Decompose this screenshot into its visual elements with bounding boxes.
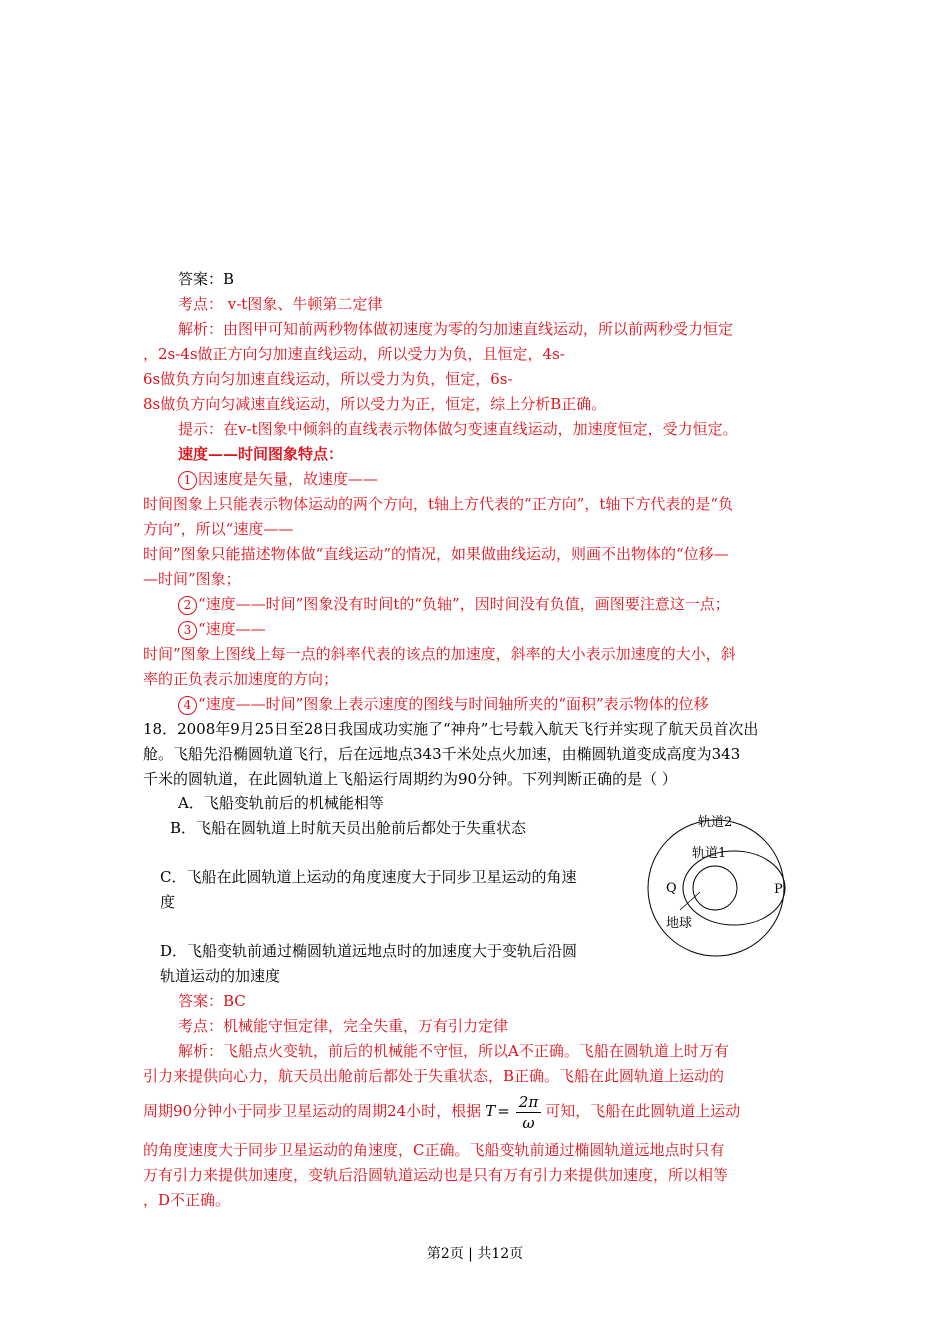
- tishi-17: 提示：在v-t图象中倾斜的直线表示物体做匀变速直线运动，加速度恒定，受力恒定。: [178, 420, 738, 438]
- point-1-line-5: —时间”图象；: [143, 570, 241, 588]
- q18-option-b: B．飞船在圆轨道上时航天员出舱前后都处于失重状态: [170, 819, 527, 837]
- jiexi-18-line-1: 解析：飞船点火变轨，前后的机械能不守恒，所以A不正确。飞船在圆轨道上时万有: [178, 1042, 729, 1060]
- point-1-line-2: 时间图象上只能表示物体运动的两个方向，t轴上方代表的“正方向”，t轴下方代表的是“负: [143, 495, 734, 513]
- circled-number: 2: [178, 596, 197, 615]
- answer-18: 答案：BC: [178, 992, 246, 1010]
- earth-circle: [693, 866, 737, 910]
- q18-option-d-line-1: D．飞船变轨前通过椭圆轨道远地点时的加速度大于变轨后沿圆: [160, 942, 578, 960]
- q18-option-a: A．飞船变轨前后的机械能相等: [178, 794, 384, 812]
- vt-heading: 速度——时间图象特点：: [178, 445, 344, 463]
- q18-stem-line-2: 舱。飞船先沿椭圆轨道飞行，后在远地点343千米处点火加速，由椭圆轨道变成高度为343: [143, 745, 741, 763]
- jiexi-17-line-2: ，2s-4s做正方向匀加速直线运动，所以受力为负，且恒定，4s-: [143, 345, 565, 363]
- jiexi-18-line-4: 的角度速度大于同步卫星运动的角速度，C正确。飞船变轨前通过椭圆轨道远地点时只有: [143, 1141, 725, 1159]
- point-3-line-2: 时间”图象上图线上每一点的斜率代表的该点的加速度，斜率的大小表示加速度的大小，斜: [143, 645, 736, 663]
- p-label: P: [774, 882, 783, 897]
- q18-option-c-line-2: 度: [160, 893, 176, 911]
- orbit-diagram: [640, 806, 800, 966]
- q18-stem-line-3: 千米的圆轨道，在此圆轨道上飞船运行周期约为90分钟。下列判断正确的是（ ）: [143, 770, 677, 788]
- jiexi-17-line-4: 8s做负方向匀减速直线运动，所以受力为正，恒定，综上分析B正确。: [143, 395, 607, 413]
- point-1-line-1: 1 因速度是矢量，故速度——: [178, 468, 378, 490]
- formula-t: T: [485, 1102, 496, 1120]
- kaodian-17: 考点： v-t图象、牛顿第二定律: [178, 295, 383, 313]
- kaodian-18: 考点：机械能守恒定律，完全失重，万有引力定律: [178, 1017, 509, 1035]
- orbit-1-ellipse: [683, 851, 785, 925]
- point-1-line-4: 时间”图象只能描述物体做“直线运动”的情况，如果做曲线运动，则画不出物体的“位移—: [143, 545, 729, 563]
- earth-label: 地球: [666, 916, 693, 931]
- point-3-line-3: 率的正负表示加速度的方向；: [143, 670, 339, 688]
- jiexi-18-formula-line: 周期90分钟小于同步卫星运动的周期24小时，根据 T = $\frac{2\pi}{\omega}$ 可知，飞船在此圆轨道上运动: [143, 1092, 741, 1132]
- circled-number: 3: [178, 621, 197, 640]
- jiexi-17-line-3: 6s做负方向匀加速直线运动，所以受力为负，恒定，6s-: [143, 370, 513, 388]
- answer-17: 答案：B: [178, 270, 235, 288]
- point-1-line-3: 方向”，所以“速度——: [143, 520, 294, 538]
- q18-stem-line-1: 18．2008年9月25日至28日我国成功实施了“神舟”七号载入航天飞行并实现了航天员首次出: [143, 720, 759, 738]
- formula-fraction: $\frac{2\pi}{\omega}$: [516, 1092, 541, 1133]
- q18-option-c-line-1: C．飞船在此圆轨道上运动的角度速度大于同步卫星运动的角速: [160, 868, 577, 886]
- point-3-line-1: 3 “速度——: [178, 618, 266, 640]
- page-footer: 第2页 | 共12页: [426, 1246, 524, 1262]
- circled-number: 1: [178, 471, 197, 490]
- point-4-line-1: 4 “速度——时间”图象上表示速度的图线与时间轴所夹的“面积”表示物体的位移: [178, 693, 709, 715]
- q18-option-d-line-2: 轨道运动的加速度: [160, 967, 281, 985]
- orbit-1-label: 轨道1: [692, 846, 727, 861]
- jiexi-18-line-2: 引力来提供向心力，航天员出舱前后都处于失重状态，B正确。飞船在此圆轨道上运动的: [143, 1067, 725, 1085]
- q-label: Q: [666, 881, 677, 896]
- orbit-2-label: 轨道2: [698, 815, 733, 830]
- point-2-line-1: 2 “速度——时间”图象没有时间t的“负轴”，因时间没有负值，画图要注意这一点；: [178, 593, 730, 615]
- jiexi-18-line-6: ，D不正确。: [143, 1191, 231, 1209]
- jiexi-18-line-5: 万有引力来提供加速度，变轨后沿圆轨道运动也是只有万有引力来提供加速度，所以相等: [143, 1166, 729, 1184]
- jiexi-17-line-1: 解析：由图甲可知前两秒物体做初速度为零的匀加速直线运动，所以前两秒受力恒定: [178, 320, 734, 338]
- circled-number: 4: [178, 696, 197, 715]
